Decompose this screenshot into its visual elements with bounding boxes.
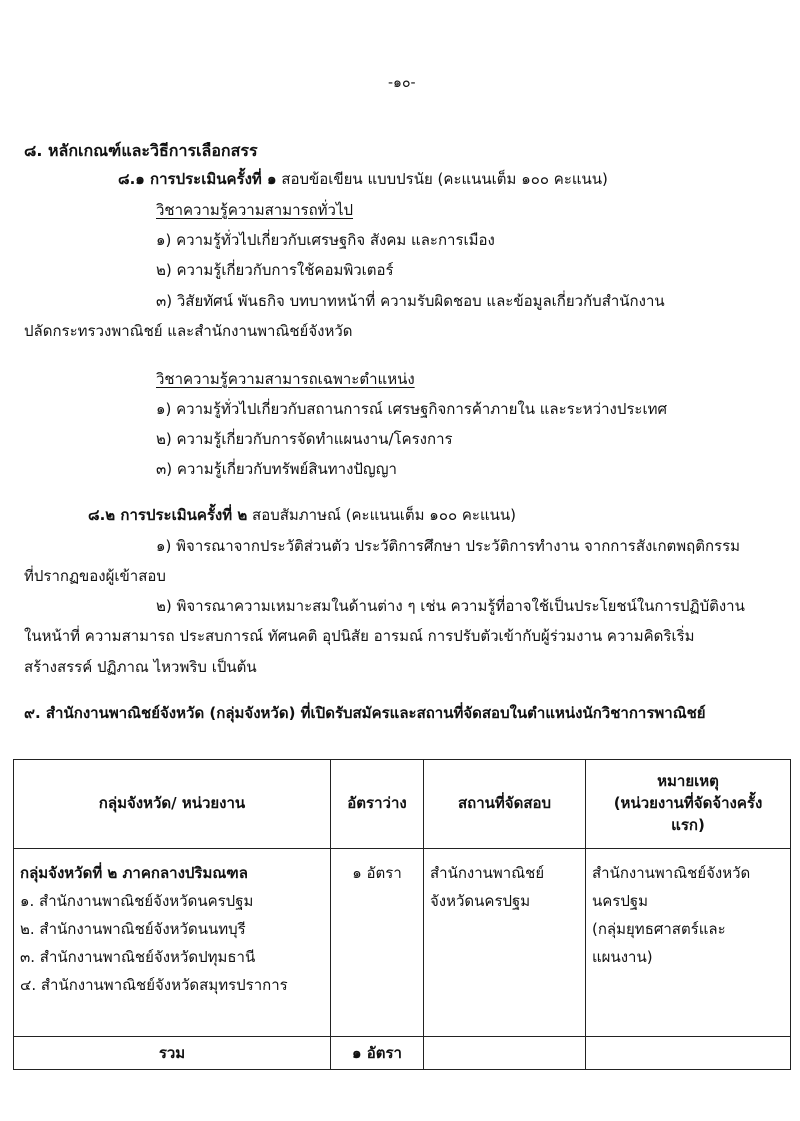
interview-item-2-line-2: ในหน้าที่ ความสามารถ ประสบการณ์ ทัศนคติ อุปนิสัย อารมณ์ การปรับตัวเข้ากับผู้ร่วมงาน ความคิดริเริ่ม <box>24 627 695 645</box>
table-header-row <box>14 760 791 849</box>
section-8-1-desc: สอบข้อเขียน แบบปรนัย (คะแนนเต็ม ๑๐๐ คะแนน) <box>281 170 608 188</box>
remark-line-4: แผนงาน) <box>592 948 653 966</box>
venue-line-1: สำนักงานพาณิชย์ <box>430 864 545 882</box>
office-table-container <box>13 759 790 1070</box>
vacancy-cell: ๑ อัตรา <box>331 849 424 1037</box>
section-8-1-label: ๘.๑ การประเมินครั้งที่ ๑ <box>118 170 277 188</box>
section-8-title: ๘. หลักเกณฑ์และวิธีการเลือกสรร <box>24 141 258 160</box>
remark-cell <box>586 849 791 1037</box>
header-remark-line-3: แรก) <box>671 815 705 834</box>
unit-item: ๑. สำนักงานพาณิชย์จังหวัดนครปฐม <box>20 892 254 910</box>
table-total-row <box>14 1037 791 1070</box>
venue-line-2: จังหวัดนครปฐม <box>430 892 531 910</box>
specific-item-3: ๓) ความรู้เกี่ยวกับทรัพย์สินทางปัญญา <box>156 460 397 478</box>
interview-item-2-line-3: สร้างสรรค์ ปฏิภาณ ไหวพริบ เป็นต้น <box>24 658 257 676</box>
general-item-3: ๓) วิสัยทัศน์ พันธกิจ บทบาทหน้าที่ ความรับผิดชอบ และข้อมูลเกี่ยวกับสำนักงาน <box>156 292 665 310</box>
header-vacancy: อัตราว่าง <box>331 760 424 849</box>
venue-cell <box>424 849 586 1037</box>
specific-item-1: ๑) ความรู้ทั่วไปเกี่ยวกับสถานการณ์ เศรษฐกิจการค้าภายใน และระหว่างประเทศ <box>156 400 667 418</box>
table-row <box>14 849 791 1037</box>
section-8-1-line <box>118 172 608 187</box>
unit-item: ๔. สำนักงานพาณิชย์จังหวัดสมุทรปราการ <box>20 976 288 994</box>
header-remark <box>586 760 791 849</box>
remark-line-2: นครปฐม <box>592 892 649 910</box>
section-8-2-line <box>88 508 516 523</box>
unit-item: ๒. สำนักงานพาณิชย์จังหวัดนนทบุรี <box>20 920 246 938</box>
section-8-2-label: ๘.๒ การประเมินครั้งที่ ๒ <box>88 506 248 524</box>
section-8-2-desc: สอบสัมภาษณ์ (คะแนนเต็ม ๑๐๐ คะแนน) <box>252 506 517 524</box>
total-empty-venue <box>424 1037 586 1070</box>
section-9-title: ๙. สำนักงานพาณิชย์จังหวัด (กลุ่มจังหวัด) ที่เปิดรับสมัครและสถานที่จัดสอบในตำแหน่งนักวิชาการพาณิชย์ <box>24 704 706 722</box>
general-item-1: ๑) ความรู้ทั่วไปเกี่ยวกับเศรษฐกิจ สังคม และการเมือง <box>156 231 495 249</box>
header-remark-line-2: (หน่วยงานที่จัดจ้างครั้ง <box>613 794 763 813</box>
total-value: ๑ อัตรา <box>331 1037 424 1070</box>
office-table <box>13 759 791 1070</box>
remark-line-1: สำนักงานพาณิชย์จังหวัด <box>592 864 751 882</box>
page-number: -๑๐- <box>388 75 416 91</box>
specific-knowledge-heading: วิชาความรู้ความสามารถเฉพาะตำแหน่ง <box>156 370 415 388</box>
interview-item-1-line-2: ที่ปรากฏของผู้เข้าสอบ <box>24 567 166 585</box>
header-venue: สถานที่จัดสอบ <box>424 760 586 849</box>
interview-item-1-line-1: ๑) พิจารณาจากประวัติส่วนตัว ประวัติการศึกษา ประวัติการทำงาน จากการสังเกตพฤติกรรม <box>156 537 741 555</box>
remark-line-3: (กลุ่มยุทธศาสตร์และ <box>592 920 726 938</box>
general-item-3-continued: ปลัดกระทรวงพาณิชย์ และสำนักงานพาณิชย์จังหวัด <box>24 322 353 340</box>
header-remark-line-1: หมายเหตุ <box>657 772 719 791</box>
general-item-2: ๒) ความรู้เกี่ยวกับการใช้คอมพิวเตอร์ <box>156 261 394 279</box>
total-label: รวม <box>14 1037 331 1070</box>
general-knowledge-heading: วิชาความรู้ความสามารถทั่วไป <box>156 201 354 219</box>
interview-item-2-line-1: ๒) พิจารณาความเหมาะสมในด้านต่าง ๆ เช่น ความรู้ที่อาจใช้เป็นประโยชน์ในการปฏิบัติงาน <box>156 597 745 615</box>
header-group: กลุ่มจังหวัด/ หน่วยงาน <box>14 760 331 849</box>
total-empty-remark <box>586 1037 791 1070</box>
specific-item-2: ๒) ความรู้เกี่ยวกับการจัดทำแผนงาน/โครงการ <box>156 430 453 448</box>
group-title: กลุ่มจังหวัดที่ ๒ ภาคกลางปริมณฑล <box>20 864 248 882</box>
group-cell <box>14 849 331 1037</box>
unit-item: ๓. สำนักงานพาณิชย์จังหวัดปทุมธานี <box>20 948 256 966</box>
